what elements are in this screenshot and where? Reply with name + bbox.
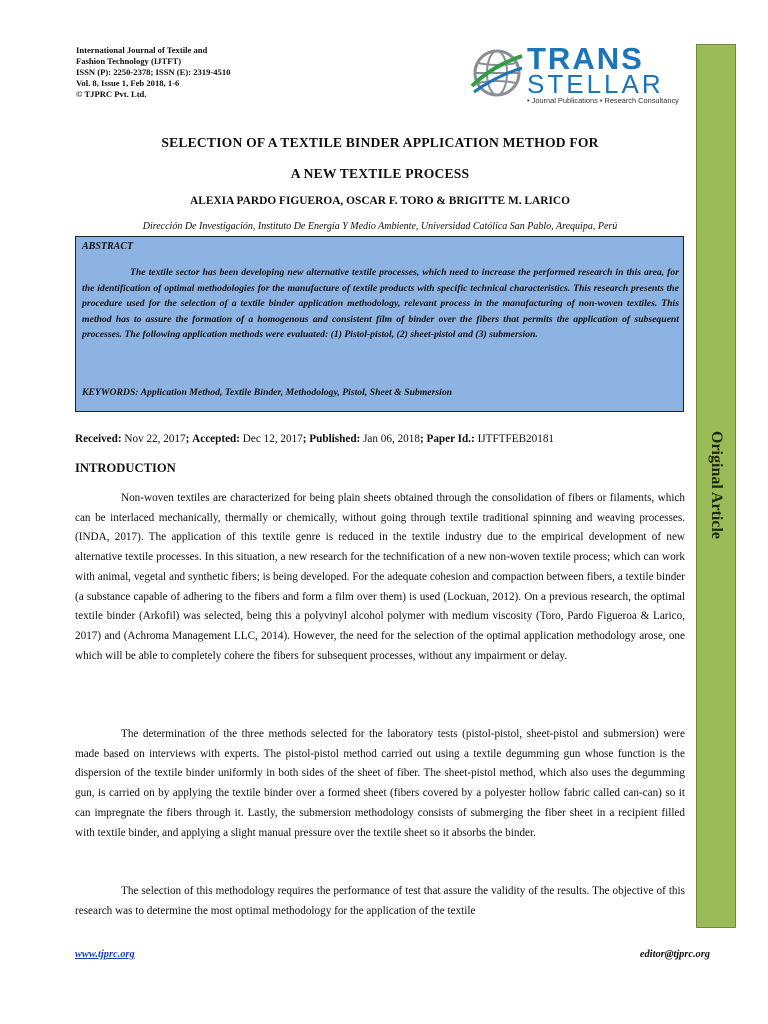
received-label: Received: — [75, 433, 122, 445]
published-date: Jan 06, 2018 — [363, 433, 420, 445]
paper-title-line1: SELECTION OF A TEXTILE BINDER APPLICATION METHOD FOR — [161, 135, 599, 150]
footer-website-link[interactable]: www.tjprc.org — [75, 949, 135, 960]
paper-title-line2: A NEW TEXTILE PROCESS — [290, 166, 470, 181]
section-heading-introduction: INTRODUCTION — [75, 461, 176, 475]
abstract-heading: ABSTRACT — [82, 241, 134, 252]
logo-tagline: • Journal Publications • Research Consultancy — [527, 96, 679, 105]
paper-id-label: Paper Id.: — [426, 433, 475, 445]
journal-copyright: © TJPRC Pvt. Ltd. — [76, 89, 147, 99]
accepted-label: Accepted: — [192, 433, 240, 445]
journal-volume: Vol. 8, Issue 1, Feb 2018, 1-6 — [76, 78, 180, 88]
accepted-date: Dec 12, 2017 — [242, 433, 303, 445]
paper-id: IJTFTFEB20181 — [477, 433, 555, 445]
journal-name-line2: Fashion Technology (IJTFT) — [76, 56, 182, 66]
globe-icon — [470, 46, 524, 100]
footer-email[interactable]: editor@tjprc.org — [639, 949, 710, 960]
published-label: Published: — [309, 433, 361, 445]
intro-paragraph-2: The determination of the three methods selected for the laboratory tests (pistol-pistol, sheet-pistol and submersion) were made based on interviews with experts. The pistol-pistol method carried out using a textile degumming gun whose function is the dispersion of the textile binder uniformly in both sides of the sheet of fiber. The sheet-pistol method, which also uses the degumming gun, is carried on by applying the textile binder over a formed sheet (fibers covered by a polyester hollow fabric called can-can) so it can impregnate the fibers through it. Lastly, the submersion methodology consists of submerging the fiber sheet in a recipient filled with textile binder, and applying a slight manual pressure over the textile sheet so it absorbs the binder. — [75, 728, 685, 839]
received-date: Nov 22, 2017 — [124, 433, 186, 445]
journal-info — [76, 45, 376, 100]
journal-name-line1: International Journal of Textile and — [76, 45, 208, 55]
abstract-keywords: KEYWORDS: Application Method, Textile Binder, Methodology, Pistol, Sheet & Submersion — [82, 387, 453, 398]
affiliation: Dirección De Investigación, Instituto De Energía Y Medio Ambiente, Universidad Católica San Pablo, Arequipa, Perú — [142, 221, 618, 232]
intro-paragraph-3: The selection of this methodology requires the performance of test that assure the validity of the results. The objective of this research was to determine the most optimal methodology for the application of the textile — [75, 885, 685, 917]
abstract-box — [75, 236, 684, 412]
publication-dates: Received: Nov 22, 2017; Accepted: Dec 12, 2017; Published: Jan 06, 2018; Paper Id.: IJTFTFEB20181 — [75, 433, 555, 445]
authors: ALEXIA PARDO FIGUEROA, OSCAR F. TORO & BRIGITTE M. LARICO — [190, 195, 570, 207]
logo-word-trans: TRANS — [527, 41, 644, 76]
journal-issn: ISSN (P): 2250-2378; ISSN (E): 2319-4510 — [76, 67, 231, 77]
side-banner-label — [696, 420, 736, 550]
article-type-label: Original Article — [708, 431, 726, 539]
intro-paragraph-1: Non-woven textiles are characterized for being plain sheets obtained through the consolidation of fibers or filaments, which can be interlaced mechanically, thermally or chemically, without going through textile traditional spinning and weaving processes. (INDA, 2017). The application of this textile genre is reduced in the textile industry due to the empirical development of new alternative textile processes. In this situation, a new research for the technification of a new non-woven textile process; which can work with animal, vegetal and synthetic fibers; is being developed. For the adequate cohesion and compaction between fibers, a textile binder (a substance capable of adhering to the fibers and form a film over them) is used (Lockuan, 2012). On a previous research, the optimal textile binder (Arkofil) was selected, being this a polyvinyl alcohol polymer with medium viscosity (Toro, Pardo Figueroa & Larico, 2017) and (Achroma Management LLC, 2014). However, the need for the selection of the optimal application methodology arose, one which will be able to completely cohere the fibers for subsequent processes, without any impairment or delay. — [75, 492, 685, 662]
logo-word-stellar: STELLAR — [527, 69, 664, 99]
publisher-logo — [470, 41, 690, 106]
abstract-body: The textile sector has been developing new alternative textile processes, which need to increase the performed research in this area, for the identification of optimal methodologies for the manufacture of textile products with specific technical characteristics. This research presents the procedure used for the selection of a textile binder application methodology, relevant process in the manufacturing of non-woven textiles. This method has to assure the formation of a homogenous and consistent film of binder over the fibers that permits the application of subsequent processes. The following application methods were evaluated: (1) Pistol-pistol, (2) sheet-pistol and (3) submersion. — [82, 267, 679, 341]
